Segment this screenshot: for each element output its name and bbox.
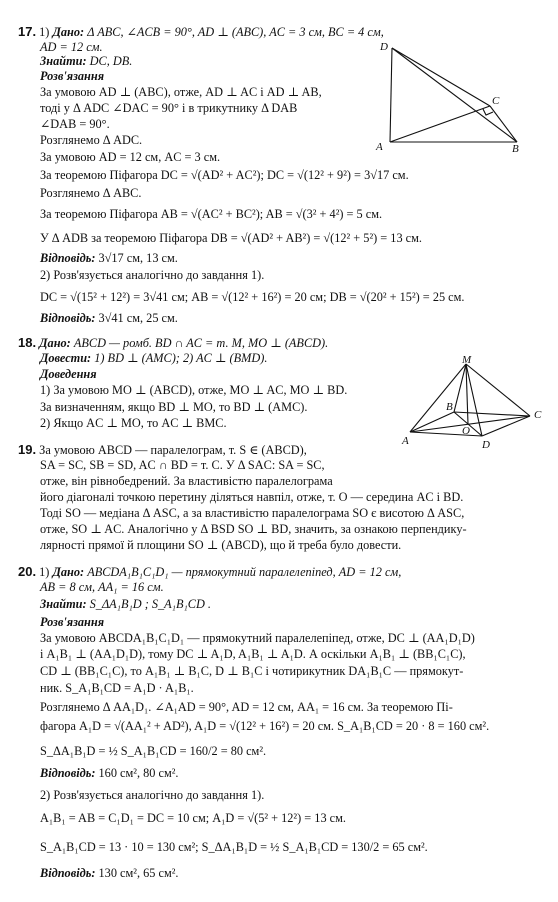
problem-number: 17. bbox=[18, 24, 37, 39]
problem-17-header bbox=[18, 24, 384, 40]
text-line: лярності прямої й площини SO ⊥ (ABCD), що й треба було довести. bbox=[40, 538, 402, 552]
vertex-label-A: A bbox=[376, 141, 383, 153]
vertex-label-O: O bbox=[462, 425, 470, 437]
answer-line bbox=[40, 766, 178, 781]
proof-line: 1) За умовою MO ⊥ (ABCD), отже, MO ⊥ AC, MO ⊥ BD. bbox=[40, 383, 348, 397]
find-line bbox=[40, 54, 132, 69]
part2-intro-text: Розв'язується аналогічно до завдання 1). bbox=[53, 268, 265, 282]
given-text: ABCDA₁B₁C₁D₁ — прямокутний паралелепіпед, AD = 12 см, bbox=[87, 565, 402, 579]
solution-line: За умовою AD ⊥ (ABC), отже, AD ⊥ AC і AD ⊥ AB, bbox=[40, 85, 322, 99]
answer-label: Відповідь: bbox=[40, 251, 96, 265]
vertex-label-C: C bbox=[534, 409, 542, 421]
vertex-label-C: C bbox=[492, 95, 500, 107]
given-text: Δ ABC, ∠ACB = 90°, AD ⊥ (ABC), AC = 3 см, BC = 4 см, bbox=[87, 25, 384, 39]
part-label: 1) bbox=[39, 25, 50, 39]
answer-label: Відповідь: bbox=[40, 866, 96, 880]
part2-intro-text: Розв'язується аналогічно до завдання 1). bbox=[53, 788, 265, 802]
given-text-2: AD = 12 см. bbox=[40, 40, 103, 54]
solution-line: За теоремою Піфагора DC = √(AD² + AC²); DC = √(12² + 9²) = 3√17 см. bbox=[40, 168, 409, 182]
given-label: Дано: bbox=[39, 336, 71, 350]
solution-label: Розв'язання bbox=[40, 69, 105, 83]
find-label: Знайти: bbox=[40, 597, 87, 611]
solution-line: CD ⊥ (BB₁C₁C), то A₁B₁ ⊥ B₁C, D ⊥ B₁C і чотирикутник DA₁B₁C — прямокут- bbox=[40, 664, 464, 678]
vertex-label-M: M bbox=[462, 354, 472, 366]
answer-line bbox=[40, 311, 178, 326]
prove-label: Довести: bbox=[40, 351, 92, 365]
solution-line: DC = √(15² + 12²) = 3√41 см; AB = √(12² + 16²) = 20 см; DB = √(20² + 15²) = 25 см. bbox=[40, 290, 465, 304]
problem-number: 20. bbox=[18, 564, 37, 579]
vertex-label-D: D bbox=[482, 439, 490, 450]
problem-19-header bbox=[18, 442, 307, 458]
part-label: 2) bbox=[40, 788, 51, 802]
solution-line: За умовою ABCDA₁B₁C₁D₁ — прямокутний паралелепіпед, отже, DC ⊥ (AA₁D₁D) bbox=[40, 631, 475, 645]
given-text-2: AB = 8 см, AA₁ = 16 см. bbox=[40, 580, 164, 594]
answer-text: 3√41 см, 25 см. bbox=[98, 311, 178, 325]
solution-line: тоді у Δ ADC ∠DAC = 90° і в трикутнику Δ DAB bbox=[40, 101, 298, 115]
given-text: ABCD — ромб. BD ∩ AC = т. M, MO ⊥ (ABCD). bbox=[73, 336, 329, 350]
problem-18-header bbox=[18, 335, 328, 351]
solution-line: S_A₁B₁CD = 13 · 10 = 130 см²; S_ΔA₁B₁D = ½ S_A₁B₁CD = 130/2 = 65 см². bbox=[40, 840, 428, 854]
solution-line: A₁B₁ = AB = C₁D₁ = DC = 10 см; A₁D = √(5² + 12²) = 13 см. bbox=[40, 811, 346, 825]
solution-line: За умовою AD = 12 см, AC = 3 см. bbox=[40, 150, 221, 164]
prove-text: 1) BD ⊥ (AMC); 2) AC ⊥ (BMD). bbox=[94, 351, 268, 365]
answer-text: 160 см², 80 см². bbox=[98, 766, 179, 780]
solution-line: S_ΔA₁B₁D = ½ S_A₁B₁CD = 160/2 = 80 см². bbox=[40, 744, 267, 758]
solution-line: Розглянемо Δ AA₁D₁. ∠A₁AD = 90°, AD = 12 см, AA₁ = 16 см. За теоремою Пі- bbox=[40, 700, 453, 714]
solution-line: Розглянемо Δ ADC. bbox=[40, 133, 143, 147]
answer-line bbox=[40, 251, 178, 266]
answer-label: Відповідь: bbox=[40, 311, 96, 325]
solution-line: ∠DAB = 90°. bbox=[40, 117, 110, 131]
vertex-label-D: D bbox=[380, 41, 388, 53]
vertex-label-B: B bbox=[446, 401, 453, 413]
part2-intro bbox=[40, 268, 264, 283]
find-label: Знайти: bbox=[40, 54, 87, 68]
vertex-label-A: A bbox=[402, 435, 409, 447]
find-text: DC, DB. bbox=[89, 54, 133, 68]
part-label: 1) bbox=[39, 565, 50, 579]
part2-intro bbox=[40, 788, 264, 803]
text-line: його діагоналі точкою перетину діляться навпіл, отже, т. O — середина AC і BD. bbox=[40, 490, 464, 504]
find-text: S_ΔA₁B₁D ; S_A₁B₁CD . bbox=[89, 597, 211, 611]
solution-label: Розв'язання bbox=[40, 615, 105, 629]
text-line: отже, SO ⊥ AC. Аналогічно у Δ BSD SO ⊥ BD, значить, за ознакою перпендику- bbox=[40, 522, 467, 536]
text-line: Тоді SO — медіана Δ ASC, а за властивістю паралелограма SO є висотою Δ ASC, bbox=[40, 506, 465, 520]
solution-line: ник. S_A₁B₁CD = A₁D · A₁B₁. bbox=[40, 681, 194, 695]
solution-line: і A₁B₁ ⊥ (AA₁D₁D), тому DC ⊥ A₁D, A₁B₁ ⊥ A₁D. А оскільки A₁B₁ ⊥ (BB₁C₁C), bbox=[40, 647, 466, 661]
answer-label: Відповідь: bbox=[40, 766, 96, 780]
given-label: Дано: bbox=[52, 25, 85, 39]
text-line: отже, він рівнобедрений. За властивістю паралелограма bbox=[40, 474, 333, 488]
solution-line: За теоремою Піфагора AB = √(AC² + BC²); AB = √(3² + 4²) = 5 см. bbox=[40, 207, 383, 221]
vertex-label-B: B bbox=[512, 143, 519, 154]
problem-20-header bbox=[18, 564, 401, 580]
solution-line: фагора A₁D = √(AA₁² + AD²), A₁D = √(12² + 16²) = 20 см. S_A₁B₁CD = 20 · 8 = 160 см². bbox=[40, 719, 490, 733]
find-line bbox=[40, 597, 211, 612]
answer-line bbox=[40, 866, 178, 881]
text-line: За умовою ABCD — паралелограм, т. S ∈ (ABCD), bbox=[39, 443, 307, 457]
answer-text: 130 см², 65 см². bbox=[98, 866, 179, 880]
problem-number: 18. bbox=[18, 335, 37, 350]
figure-17-tetrahedron bbox=[372, 38, 522, 154]
answer-text: 3√17 см, 13 см. bbox=[98, 251, 178, 265]
part-label: 2) bbox=[40, 268, 51, 282]
proof-line: За визначенням, якщо BD ⊥ MO, то BD ⊥ (AMC). bbox=[40, 400, 308, 414]
given-label: Дано: bbox=[52, 565, 85, 579]
prove-line bbox=[40, 351, 267, 366]
text-line: SA = SC, SB = SD, AC ∩ BD = т. C. У Δ SAC: SA = SC, bbox=[40, 458, 325, 472]
proof-line: 2) Якщо AC ⊥ MO, то AC ⊥ BMC. bbox=[40, 416, 227, 430]
solution-line: У Δ ADB за теоремою Піфагора DB = √(AD² + AB²) = √(12² + 5²) = 13 см. bbox=[40, 231, 422, 245]
solution-line: Розглянемо Δ ABC. bbox=[40, 186, 142, 200]
figure-18-pyramid bbox=[400, 354, 550, 450]
problem-number: 19. bbox=[18, 442, 37, 457]
proof-label: Доведення bbox=[40, 367, 97, 381]
